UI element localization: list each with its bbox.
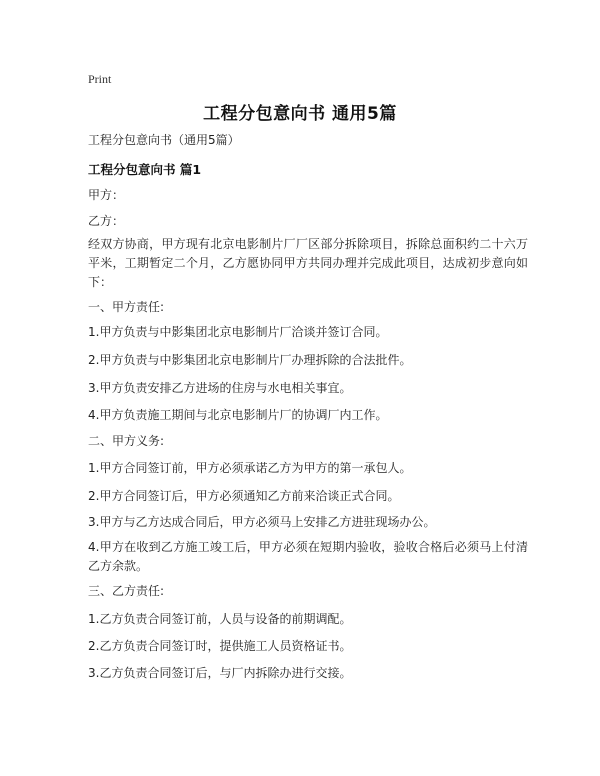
section-title: 工程分包意向书 篇1 — [88, 162, 202, 177]
heading-party-a-duties: 一、甲方责任: — [88, 300, 165, 314]
list-item: 4.甲方负责施工期间与北京电影制片厂的协调厂内工作。 — [88, 408, 388, 422]
list-item: 2.甲方负责与中影集团北京电影制片厂办理拆除的合法批件。 — [88, 353, 412, 367]
list-item: 4.甲方在收到乙方施工竣工后，甲方必须在短期内验收，验收合格后必须马上付清乙方余款。 — [88, 540, 528, 573]
list-item: 1.甲方合同签订前，甲方必须承诺乙方为甲方的第一承包人。 — [88, 461, 412, 475]
list-item: 3.甲方负责安排乙方进场的住房与水电相关事宜。 — [88, 381, 352, 395]
list-item: 2.乙方负责合同签订时，提供施工人员资格证书。 — [88, 639, 352, 653]
heading-party-a-obligations: 二、甲方义务: — [88, 434, 165, 448]
party-a-line: 甲方： — [88, 188, 125, 202]
document-subtitle: 工程分包意向书（通用5篇） — [88, 133, 240, 147]
print-label[interactable]: Print — [88, 72, 112, 86]
list-item: 3.甲方与乙方达成合同后，甲方必须马上安排乙方进驻现场办公。 — [88, 515, 436, 529]
intro-paragraph: 经双方协商，甲方现有北京电影制片厂厂区部分拆除项目，拆除总面积约二十六万平米，工期暂定二个月，乙方愿协同甲方共同办理并完成此项目，达成初步意向如下： — [88, 237, 528, 289]
list-item: 3.乙方负责合同签订后，与厂内拆除办进行交接。 — [88, 666, 352, 680]
document-title: 工程分包意向书 通用5篇 — [203, 104, 397, 124]
list-item: 1.甲方负责与中影集团北京电影制片厂洽谈并签订合同。 — [88, 325, 388, 339]
list-item: 2.甲方合同签订后，甲方必须通知乙方前来洽谈正式合同。 — [88, 489, 400, 503]
heading-party-b-duties: 三、乙方责任: — [88, 584, 165, 598]
list-item: 1.乙方负责合同签订前，人员与设备的前期调配。 — [88, 612, 352, 626]
party-b-line: 乙方： — [88, 214, 125, 228]
